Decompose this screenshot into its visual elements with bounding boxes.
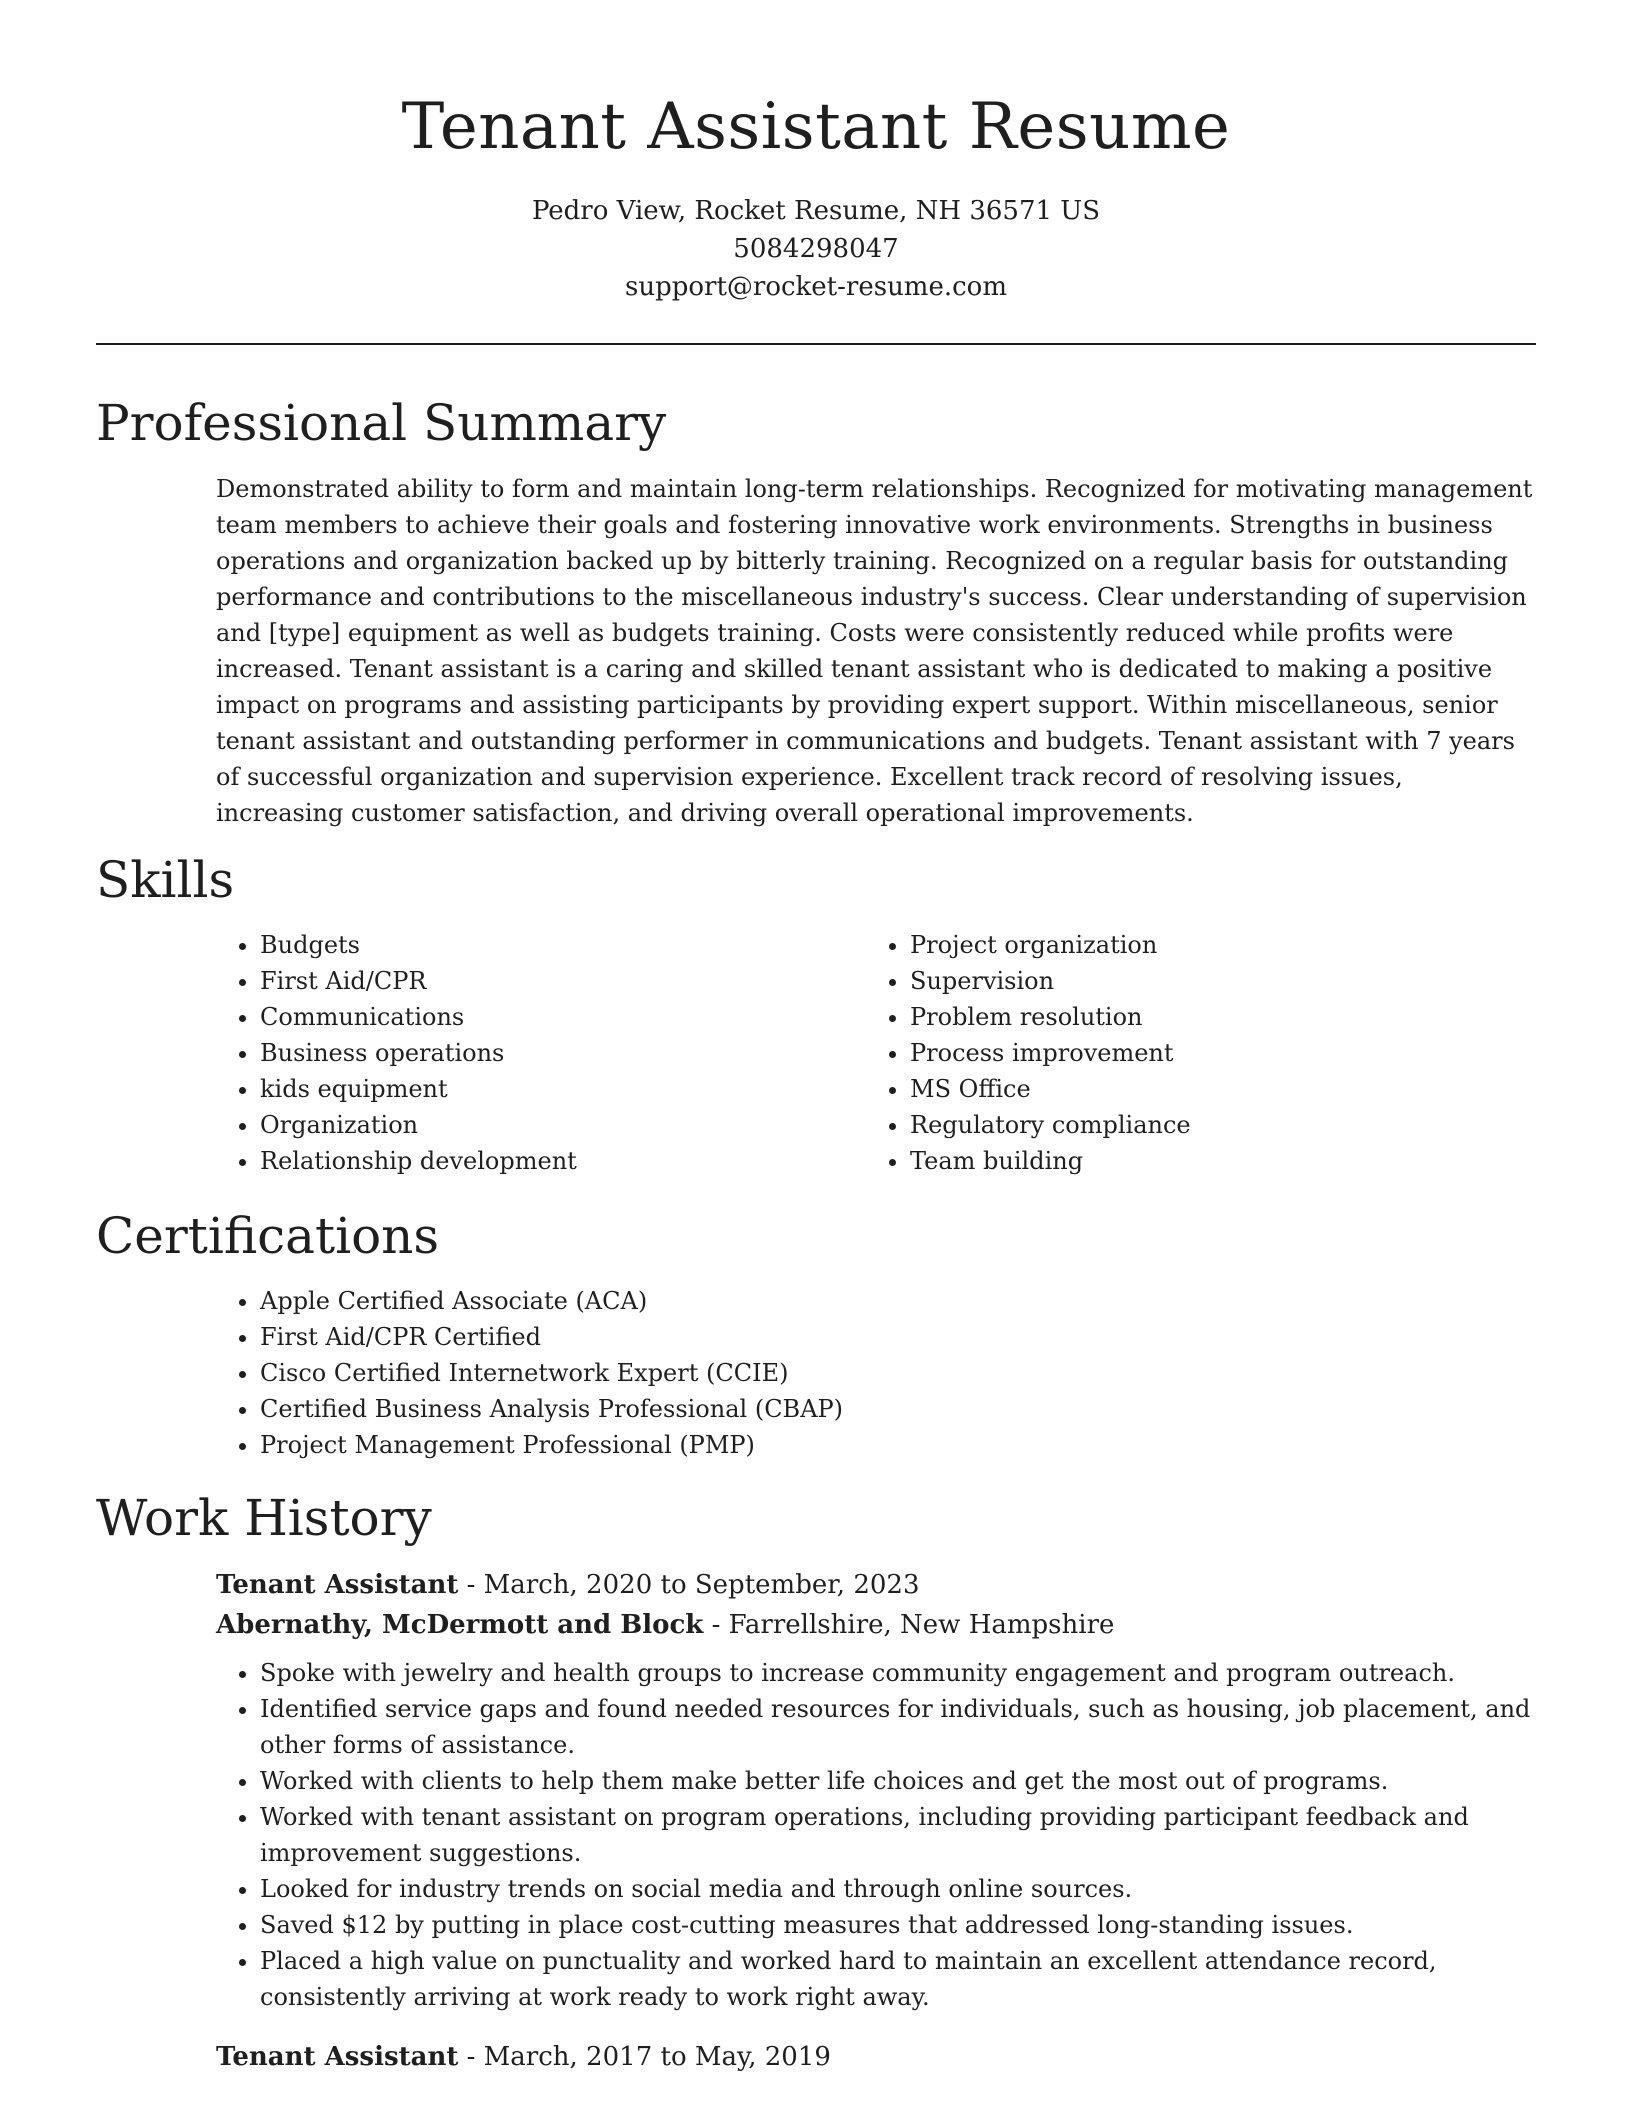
skill-item: • Organization bbox=[260, 1107, 866, 1143]
job-bullet: • Spoke with jewelry and health groups to increase community engagement and program outreach. bbox=[260, 1655, 1536, 1691]
certification-item: • Project Management Professional (PMP) bbox=[260, 1427, 1536, 1463]
skill-item: • First Aid/CPR bbox=[260, 963, 866, 999]
skills-grid bbox=[216, 927, 1536, 1179]
phone: 5084298047 bbox=[733, 234, 899, 264]
page-title: Tenant Assistant Resume bbox=[401, 90, 1231, 164]
section-heading-skills: Skills bbox=[96, 851, 235, 909]
job-entry bbox=[216, 1565, 1536, 2015]
job-bullet: • Saved $12 by putting in place cost-cutting measures that addressed long-standing issues. bbox=[260, 1907, 1536, 1943]
certification-item: • First Aid/CPR Certified bbox=[260, 1319, 1536, 1355]
skill-item: • Regulatory compliance bbox=[910, 1107, 1516, 1143]
skill-item: • Team building bbox=[910, 1143, 1516, 1179]
certification-item: • Cisco Certified Internetwork Expert (CCIE) bbox=[260, 1355, 1536, 1391]
job-company: Abernathy, McDermott and Block bbox=[216, 1610, 704, 1640]
certification-item: • Certified Business Analysis Professional (CBAP) bbox=[260, 1391, 1536, 1427]
skill-item: • MS Office bbox=[910, 1071, 1516, 1107]
skills-section bbox=[96, 847, 1536, 1179]
job-bullet: • Identified service gaps and found needed resources for individuals, such as housing, job placement, and other forms of assistance. bbox=[260, 1691, 1536, 1763]
skill-item: • Problem resolution bbox=[910, 999, 1516, 1035]
section-heading-certifications: Certifications bbox=[96, 1207, 440, 1265]
skill-item: • Communications bbox=[260, 999, 866, 1035]
professional-summary-section bbox=[96, 390, 1536, 831]
skill-item: • kids equipment bbox=[260, 1071, 866, 1107]
job-bullet: • Worked with tenant assistant on program operations, including providing participant feedback and improvement suggestions. bbox=[260, 1799, 1536, 1871]
email: support@rocket-resume.com bbox=[624, 272, 1007, 302]
job-title-line bbox=[216, 1565, 1536, 1605]
job-bullet: • Worked with clients to help them make better life choices and get the most out of programs. bbox=[260, 1763, 1536, 1799]
resume-header bbox=[96, 0, 1536, 306]
certification-item: • Apple Certified Associate (ACA) bbox=[260, 1283, 1536, 1319]
skill-item: • Relationship development bbox=[260, 1143, 866, 1179]
skill-item: • Budgets bbox=[260, 927, 866, 963]
summary-text: Demonstrated ability to form and maintain long-term relationships. Recognized for motivating management team members to achieve their goals and fostering innovative work environments. Strengths in business operations and organization backed up by bitterly training. Recognized on a regular basis for outstanding performance and contributions to the miscellaneous industry's success. Clear understanding of supervision and [type] equipment as well as budgets training. Costs were consistently reduced while profits were increased. Tenant assistant is a caring and skilled tenant assistant who is dedicated to making a positive impact on programs and assisting participants by providing expert support. Within miscellaneous, senior tenant assistant and outstanding performer in communications and budgets. Tenant assistant with 7 years of successful organization and supervision experience. Excellent track record of resolving issues, increasing customer satisfaction, and driving overall operational improvements. bbox=[216, 475, 1533, 827]
work-history-section bbox=[96, 1485, 1536, 2077]
contact-info bbox=[96, 192, 1536, 306]
job-dates: - March, 2020 to September, 2023 bbox=[458, 1570, 920, 1600]
section-heading-work-history: Work History bbox=[96, 1489, 432, 1547]
skills-list-right bbox=[866, 927, 1516, 1179]
job-company-line bbox=[216, 1605, 1536, 1645]
job-location: - Farrellshire, New Hampshire bbox=[703, 1610, 1115, 1640]
address: Pedro View, Rocket Resume, NH 36571 US bbox=[531, 196, 1101, 226]
job-bullet: • Placed a high value on punctuality and worked hard to maintain an excellent attendance record, consistently arriving at work ready to work right away. bbox=[260, 1943, 1536, 2015]
job-title: Tenant Assistant bbox=[216, 2042, 459, 2072]
skill-item: • Process improvement bbox=[910, 1035, 1516, 1071]
job-bullets bbox=[216, 1655, 1536, 2015]
job-title-line bbox=[216, 2037, 1536, 2077]
header-divider bbox=[96, 343, 1536, 345]
skill-item: • Project organization bbox=[910, 927, 1516, 963]
skill-item: • Supervision bbox=[910, 963, 1516, 999]
job-dates: - March, 2017 to May, 2019 bbox=[458, 2042, 831, 2072]
job-entry bbox=[216, 2037, 1536, 2077]
job-title: Tenant Assistant bbox=[216, 1570, 459, 1600]
skills-list-left bbox=[216, 927, 866, 1179]
skill-item: • Business operations bbox=[260, 1035, 866, 1071]
certifications-list bbox=[216, 1283, 1536, 1463]
section-heading-summary: Professional Summary bbox=[96, 394, 667, 452]
certifications-section bbox=[96, 1203, 1536, 1463]
job-bullet: • Looked for industry trends on social media and through online sources. bbox=[260, 1871, 1536, 1907]
